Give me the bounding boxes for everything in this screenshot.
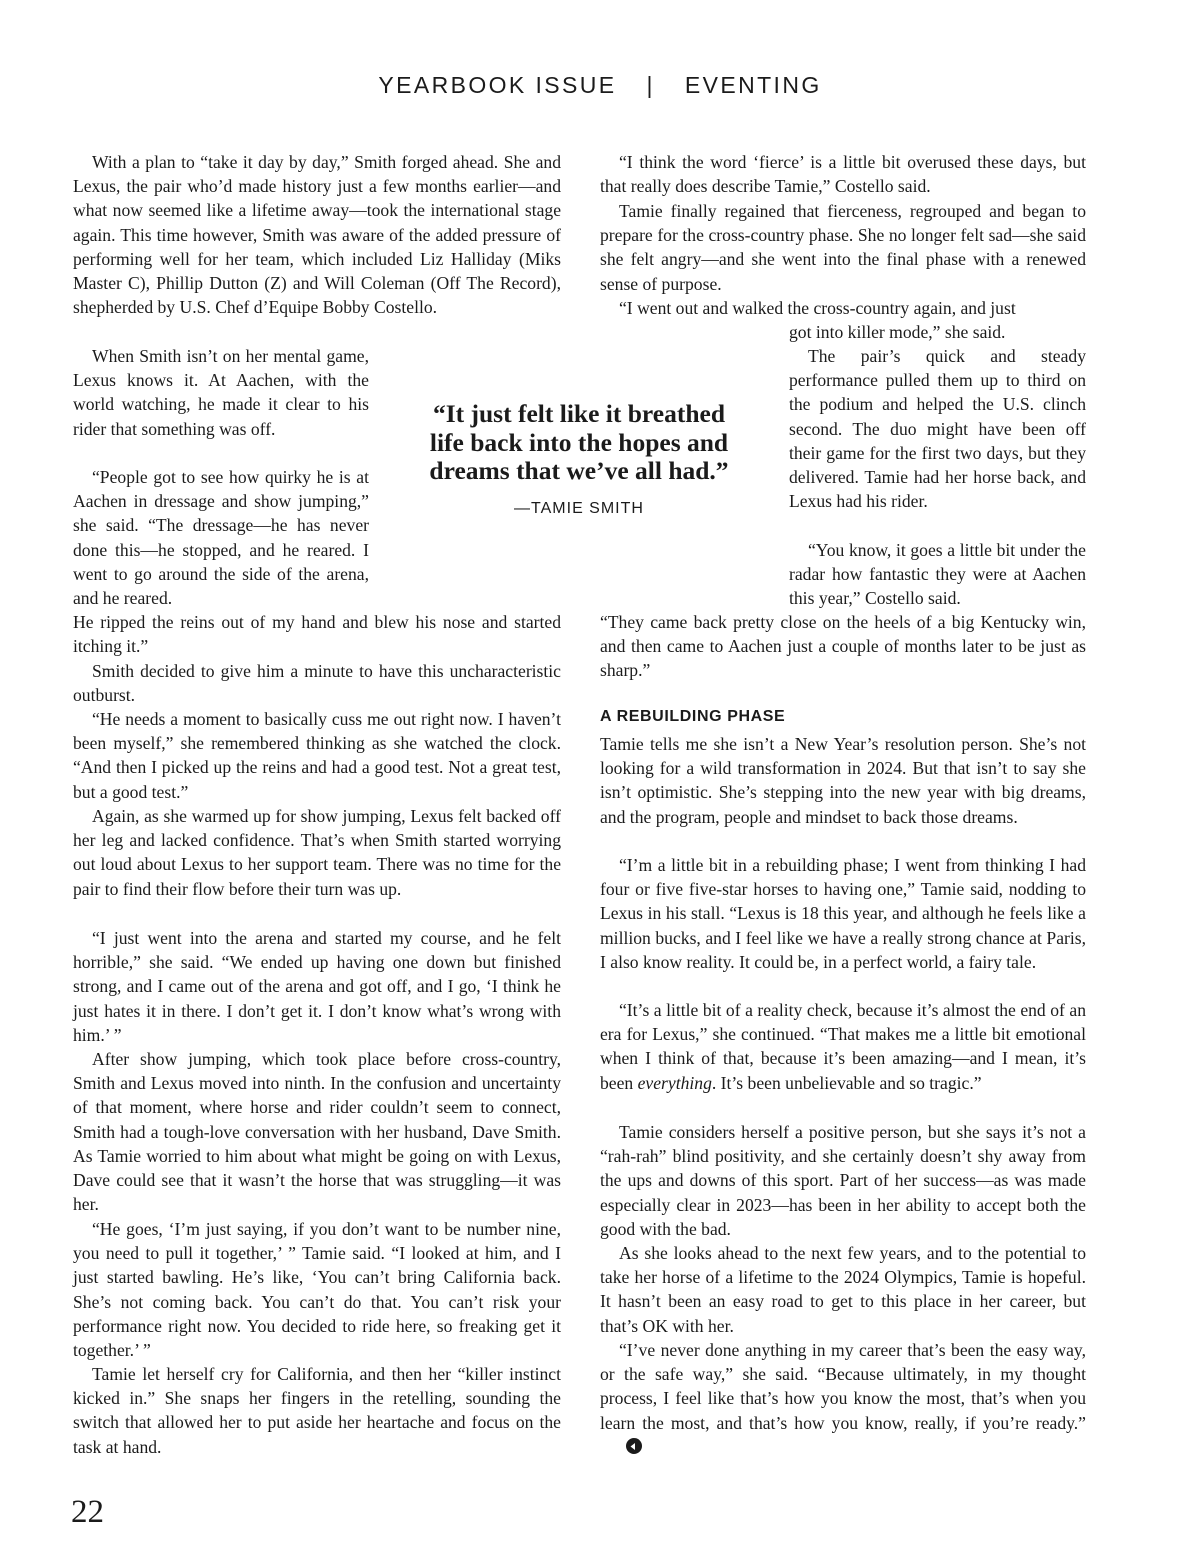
body-paragraph: “I think the word ‘fierce’ is a little bit overused these days, but that really does describe Tamie,” Costello said. xyxy=(600,152,1086,197)
page-number: 22 xyxy=(71,1494,104,1530)
body-paragraph: “People got to see how quirky he is at Aachen in dressage and show jumping,” she said. “The dressage—he has never done this—he stopped, and he reared. I went to go around the side of the arena, and he reared. xyxy=(73,467,369,609)
body-paragraph: Again, as she warmed up for show jumping, Lexus felt backed off her leg and lacked confidence. That’s when Smith started worrying out loud about Lexus to her support team. There was no time for the pair to find their flow before their turn was up. xyxy=(73,806,561,899)
header-section: EVENTING xyxy=(684,72,822,98)
text-run: . It’s been unbelievable and so tragic.” xyxy=(711,1072,982,1093)
body-paragraph: With a plan to “take it day by day,” Smith forged ahead. She and Lexus, the pair who’d made history just a few months earlier—and what now seemed like a lifetime away—took the international stage again. This time however, Smith was aware of the added pressure of performing well for her team, which included Liz Halliday (Miks Master C), Phillip Dutton (Z) and Will Coleman (Off The Record), shepherded by U.S. Chef d’Equipe Bobby Costello. xyxy=(73,152,561,318)
header-issue: YEARBOOK ISSUE xyxy=(378,72,617,98)
body-paragraph: As she looks ahead to the next few years, and to the potential to take her horse of a lifetime to the 2024 Olympics, Tamie is hopeful. It hasn’t been an easy road to get to this place in her career, but that’s OK with her. xyxy=(600,1243,1086,1336)
emphasis-text: everything xyxy=(637,1072,712,1093)
header-divider: | xyxy=(646,72,655,98)
body-paragraph: “He needs a moment to basically cuss me out right now. I haven’t been myself,” she remembered thinking as she watched the clock. “And then I picked up the reins and had a good test. Not a great test, but a good test.” xyxy=(73,709,561,802)
body-paragraph: Smith decided to give him a minute to have this uncharacteristic outburst. xyxy=(73,661,561,706)
pull-quote-attribution: —TAMIE SMITH xyxy=(514,500,644,517)
body-paragraph: got into killer mode,” she said. xyxy=(789,322,1006,342)
body-paragraph: After show jumping, which took place before cross-country, Smith and Lexus moved into ninth. In the confusion and uncertainty of that moment, where horse and rider couldn’t seem to connect, Smith had a tough-love conversation with her husband, Dave Smith. As Tamie worried to him about what might be going on with Lexus, Dave could see that it wasn’t the horse that was struggling—it was her. xyxy=(73,1049,561,1215)
body-paragraph: “You know, it goes a little bit under the radar how fantastic they were at Aachen this year,” Costello said. xyxy=(789,540,1086,609)
body-paragraph: Tamie tells me she isn’t a New Year’s resolution person. She’s not looking for a wild transformation in 2024. But that isn’t to say she isn’t optimistic. She’s stepping into the new year with big dreams, and the program, people and mindset to back those dreams. xyxy=(600,734,1086,827)
text-run: “It’s a little bit of a reality check, because it’s almost the end of an era for Lexus,” she continued. “That makes me a little bit emotional when I think of that, because it’s been amazing—and I mean, it’s been xyxy=(600,1000,1086,1093)
body-paragraph: “He goes, ‘I’m just saying, if you don’t want to be number nine, you need to pull it together,’ ” Tamie said. “I looked at him, and I just started bawling. He’s like, ‘You can’t bring California back. She’s not coming back. You can’t do that. You can’t risk your performance right now. You decided to ride here, so freaking get it together.’ ” xyxy=(73,1219,561,1361)
body-paragraph: “I went out and walked the cross-country again, and just xyxy=(619,298,1016,318)
body-paragraph: The pair’s quick and steady performance pulled them up to third on the podium and helped the U.S. clinch second. The duo might have been off their game for the first two days, but they delivered. Tamie had her horse back, and Lexus had his rider. xyxy=(789,346,1086,512)
section-subhead: A REBUILDING PHASE xyxy=(600,708,786,725)
body-paragraph xyxy=(600,998,1086,1095)
body-paragraph: Tamie considers herself a positive person, but she says it’s not a “rah-rah” blind positivity, and she certainly doesn’t shy away from the ups and downs of this sport. Part of her success—as was made especially clear in 2023—has been in her ability to accept both the good with the bad. xyxy=(600,1122,1086,1239)
section-header xyxy=(0,72,1200,99)
body-paragraph: “I just went into the arena and started my course, and he felt horrible,” she said. “We ended up having one down but finished strong, and I came out of the arena and got off, and I go, ‘I think he just hates it in there. I don’t get it. I don’t know what’s wrong with him.’ ” xyxy=(73,928,561,1045)
body-paragraph: “I’m a little bit in a rebuilding phase; I went from thinking I had four or five five-star horses to having one,” Tamie said, nodding to Lexus in his stall. “Lexus is 18 this year, and although he feels like a million bucks, and I feel like we have a really strong chance at Paris, I also know reality. It could be, in a perfect world, a fairy tale. xyxy=(600,855,1086,972)
body-paragraph: “They came back pretty close on the heels of a big Kentucky win, and then came to Aachen just a couple of months later to be just as sharp.” xyxy=(600,612,1086,681)
body-paragraph: Tamie finally regained that fierceness, regrouped and began to prepare for the cross-country phase. She no longer felt sad—she said she felt angry—and she went into the final phase with a renewed sense of purpose. xyxy=(600,201,1086,294)
text-run: “I’ve never done anything in my career that’s been the easy way, or the safe way,” she said. “Because ultimately, in my thought process, I feel like that’s how you know the most, that’s when you learn the most, and that’s how you know, really, if you’re ready.” xyxy=(600,1340,1086,1433)
body-paragraph: Tamie let herself cry for California, and then her “killer instinct kicked in.” She snaps her fingers in the retelling, sounding the switch that allowed her to put aside her heartache and focus on the task at hand. xyxy=(73,1364,561,1457)
body-paragraph: He ripped the reins out of my hand and blew his nose and started itching it.” xyxy=(73,612,561,657)
body-paragraph xyxy=(600,1338,1086,1461)
body-paragraph: When Smith isn’t on her mental game, Lexus knows it. At Aachen, with the world watching, he made it clear to his rider that something was off. xyxy=(73,346,369,439)
pull-quote: “It just felt like it breathed life back into the hopes and dreams that we’ve all had.” xyxy=(429,399,729,485)
end-mark-icon xyxy=(606,1437,643,1461)
